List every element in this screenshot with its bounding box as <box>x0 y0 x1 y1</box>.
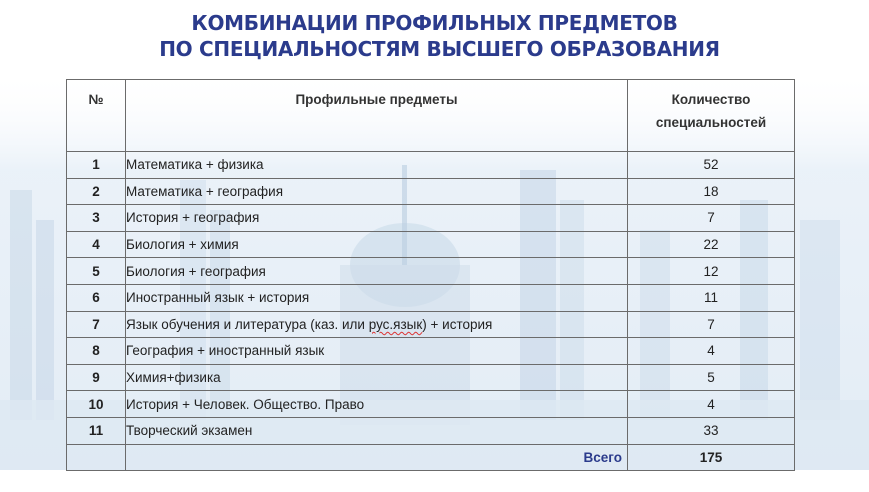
table-row <box>67 152 795 179</box>
row-subjects: Творческий экзамен <box>126 417 628 444</box>
row-count: 4 <box>628 338 795 365</box>
title-line-1: КОМБИНАЦИИ ПРОФИЛЬНЫХ ПРЕДМЕТОВ <box>191 11 678 35</box>
row-number: 3 <box>67 205 126 232</box>
row-count: 52 <box>628 152 795 179</box>
table-row <box>67 391 795 418</box>
table-row <box>67 231 795 258</box>
table-row <box>67 364 795 391</box>
header-count-line-1: Количество <box>671 92 751 107</box>
row-subjects: Иностранный язык + история <box>126 284 628 311</box>
row-count: 11 <box>628 284 795 311</box>
row-number: 2 <box>67 178 126 205</box>
row-subjects: Химия+физика <box>126 364 628 391</box>
table-row <box>67 417 795 444</box>
table-row <box>67 311 795 338</box>
row-subjects: История + Человек. Общество. Право <box>126 391 628 418</box>
total-count: 175 <box>628 444 795 471</box>
row-number: 8 <box>67 338 126 365</box>
row-number: 10 <box>67 391 126 418</box>
row-subjects: Биология + география <box>126 258 628 285</box>
subjects-table <box>66 79 795 471</box>
table-row <box>67 284 795 311</box>
row-count: 7 <box>628 311 795 338</box>
row-count: 12 <box>628 258 795 285</box>
row-subjects-part-2: ) + история <box>422 316 493 332</box>
row-subjects-part-1: Язык обучения и литература (каз. или <box>126 316 369 332</box>
row-subjects: Биология + химия <box>126 231 628 258</box>
row-subjects: История + география <box>126 205 628 232</box>
row-count: 22 <box>628 231 795 258</box>
total-label: Всего <box>126 444 628 471</box>
page-title <box>0 10 869 62</box>
row-number: 5 <box>67 258 126 285</box>
row-count: 33 <box>628 417 795 444</box>
total-empty-cell <box>67 444 126 471</box>
table-header-row <box>67 80 795 152</box>
header-count-line-2: специальностей <box>655 115 767 130</box>
table-row <box>67 205 795 232</box>
header-subjects: Профильные предметы <box>126 80 628 152</box>
header-count <box>628 80 795 152</box>
row-subjects: География + иностранный язык <box>126 338 628 365</box>
title-line-2: ПО СПЕЦИАЛЬНОСТЯМ ВЫСШЕГО ОБРАЗОВАНИЯ <box>159 37 720 61</box>
row-number: 1 <box>67 152 126 179</box>
table-total-row <box>67 444 795 471</box>
row-count: 4 <box>628 391 795 418</box>
row-count: 7 <box>628 205 795 232</box>
header-number: № <box>67 80 126 152</box>
row-count: 18 <box>628 178 795 205</box>
table-row <box>67 178 795 205</box>
row-subjects: Математика + география <box>126 178 628 205</box>
row-subjects: Математика + физика <box>126 152 628 179</box>
table-row <box>67 258 795 285</box>
row-subjects <box>126 311 628 338</box>
row-count: 5 <box>628 364 795 391</box>
spellcheck-flagged-word: рус.язык <box>368 316 423 332</box>
row-number: 4 <box>67 231 126 258</box>
table-row <box>67 338 795 365</box>
row-number: 7 <box>67 311 126 338</box>
row-number: 11 <box>67 417 126 444</box>
row-number: 6 <box>67 284 126 311</box>
row-number: 9 <box>67 364 126 391</box>
